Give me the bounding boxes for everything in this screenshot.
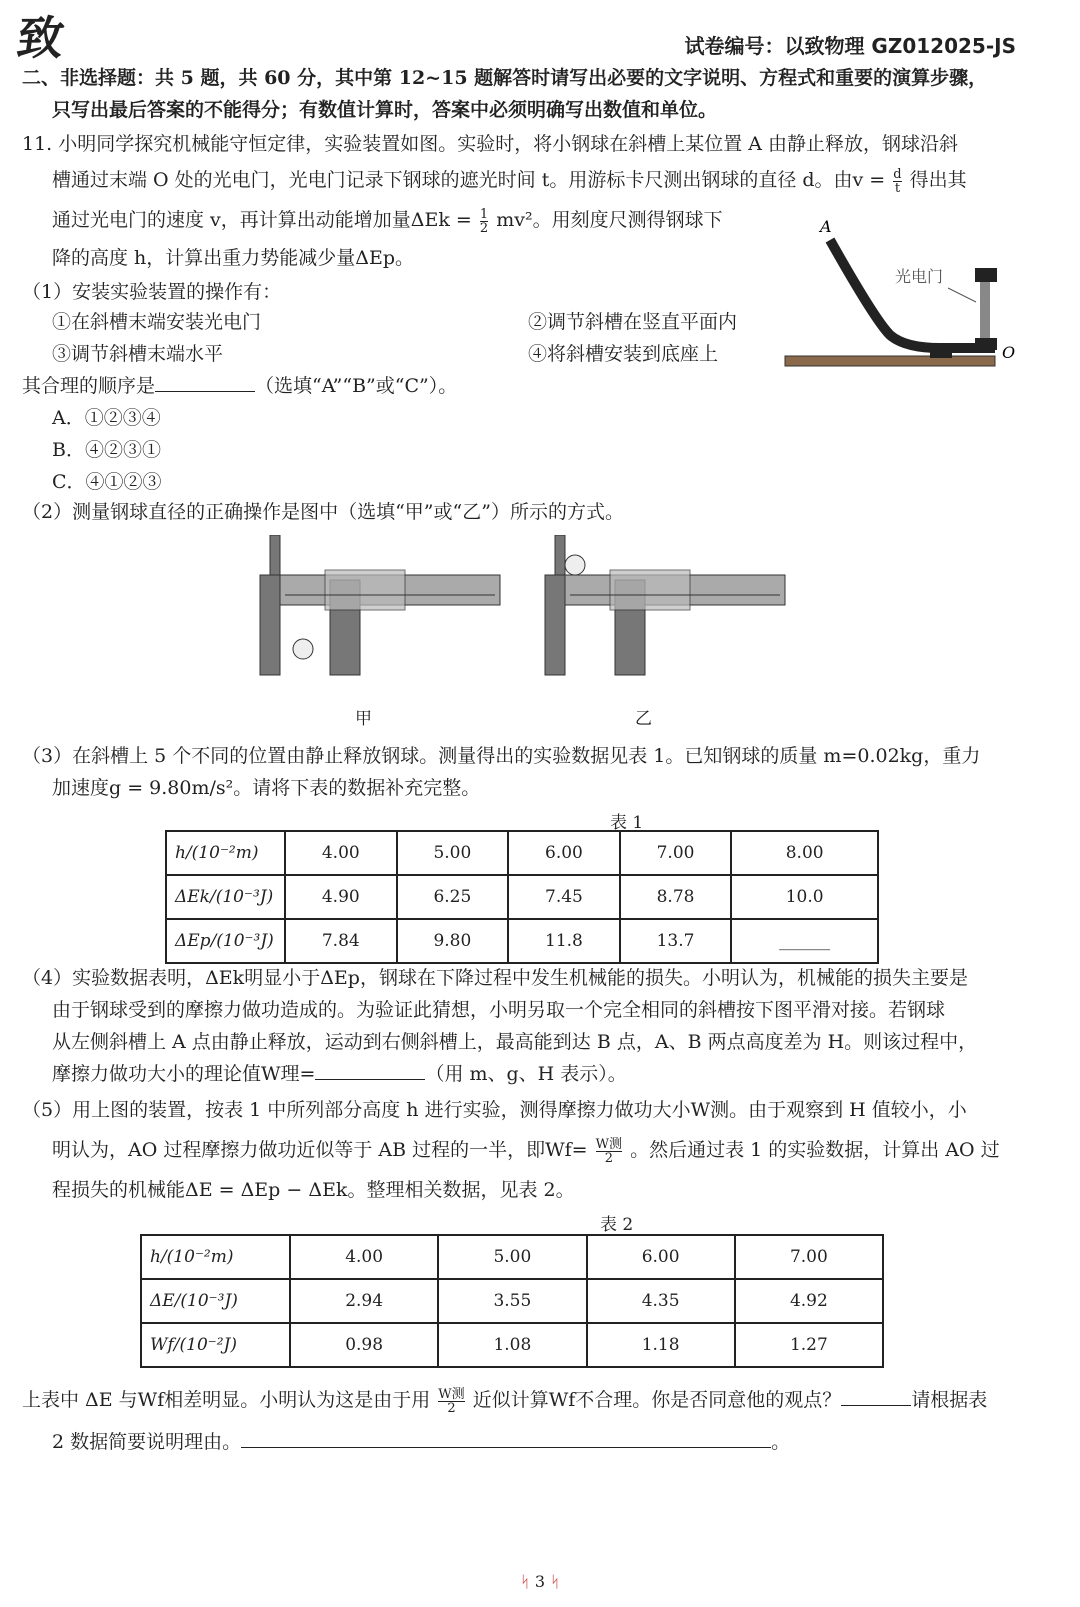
row-header: ΔEp/(10⁻³J)	[166, 919, 285, 963]
cell: 4.00	[290, 1235, 438, 1279]
exam-code: 试卷编号：以致物理 GZ012025-JS	[684, 34, 1016, 58]
cell: 11.8	[508, 919, 620, 963]
table-1	[165, 830, 879, 964]
cell: 4.00	[285, 831, 397, 875]
choice-c: C．④①②③	[52, 471, 162, 493]
fraction-d-over-t	[893, 168, 901, 195]
cell: 0.98	[290, 1323, 438, 1367]
choice-b: B．④②③①	[52, 439, 161, 461]
section-line-2: 只写出最后答案的不能得分；有数值计算时，答案中必须明确写出数值和单位。	[52, 99, 718, 121]
gate-head	[975, 268, 997, 282]
row-header: h/(10⁻²m)	[141, 1235, 290, 1279]
p4-line-4	[52, 1058, 627, 1090]
answer-blank[interactable]	[841, 1405, 911, 1406]
frac-num: 1	[479, 206, 489, 222]
cell: 13.7	[620, 919, 732, 963]
end-text-d: 2 数据简要说明理由。	[52, 1431, 242, 1453]
frac-den: t	[894, 180, 901, 196]
cell: 8.00	[731, 831, 878, 875]
frac-num: W测	[438, 1386, 465, 1402]
p1-title: （1）安装实验装置的操作有：	[22, 281, 282, 303]
p4-hint: （用 m、g、H 表示）。	[425, 1063, 627, 1085]
op-1: ①在斜槽末端安装光电门	[52, 311, 262, 333]
p4-line-3: 从左侧斜槽上 A 点由静止释放，运动到右侧斜槽上，最高能到达 B 点，A、B 两点高度差为 H。则该过程中，	[52, 1031, 978, 1053]
op-3: ③调节斜槽末端水平	[52, 343, 224, 365]
frac-num: d	[893, 166, 902, 182]
p5-line-3: 程损失的机械能ΔE = ΔEp − ΔEk。整理相关数据，见表 2。	[52, 1179, 575, 1201]
end-text-b: 近似计算Wf不合理。你是否同意他的观点？	[472, 1389, 842, 1411]
end-line-2	[52, 1426, 790, 1458]
cell: 4.92	[735, 1279, 883, 1323]
p5-text-b: 。然后通过表 1 的实验数据，计算出 AO 过	[630, 1139, 1000, 1161]
cell: 7.00	[735, 1235, 883, 1279]
p5-text-a: 明认为，AO 过程摩擦力做功近似等于 AB 过程的一半，即Wf=	[52, 1139, 588, 1161]
answer-blank[interactable]	[155, 391, 255, 392]
p5-line-2	[52, 1134, 1000, 1166]
q11-line-2b: 得出其	[909, 169, 967, 191]
table2-caption: 表 2	[600, 1215, 634, 1235]
answer-blank[interactable]	[241, 1447, 771, 1448]
point-a-label: A	[820, 217, 832, 236]
p2-text: （2）测量钢球直径的正确操作是图中（选填“甲”或“乙”）所示的方式。	[22, 501, 624, 523]
page-number-text: 3	[534, 1572, 546, 1591]
frac-den: 2	[438, 1401, 464, 1415]
op-2: ②调节斜槽在竖直平面内	[528, 311, 738, 333]
page-number: ᛋ 3 ᛋ	[520, 1572, 560, 1591]
q11-line-3a: 通过光电门的速度 v，再计算出动能增加量ΔEk =	[52, 209, 472, 231]
cell: 5.00	[438, 1235, 586, 1279]
cell: 8.78	[620, 875, 732, 919]
fraction-half	[480, 208, 488, 235]
end-text-c: 请根据表	[911, 1389, 988, 1411]
q11-line-3b: mv²。用刻度尺测得钢球下	[496, 209, 723, 231]
fraction-w-over-2	[438, 1388, 464, 1415]
order-line	[22, 370, 457, 402]
logo: 致	[13, 11, 66, 65]
cell: 5.00	[397, 831, 509, 875]
base-board	[785, 356, 995, 366]
cell: 6.00	[508, 831, 620, 875]
q11-line-3	[52, 204, 723, 236]
cell: 7.00	[620, 831, 732, 875]
cell: 4.35	[587, 1279, 735, 1323]
p4-line-2: 由于钢球受到的摩擦力做功造成的。为验证此猜想，小明另取一个完全相同的斜槽按下图平滑对接。若钢球	[52, 999, 946, 1021]
cell: 3.55	[438, 1279, 586, 1323]
order-hint: （选填“A”“B”或“C”）。	[255, 375, 458, 397]
incline-track	[830, 240, 995, 348]
track-support	[930, 350, 952, 358]
cell: 6.00	[587, 1235, 735, 1279]
p4-text: 摩擦力做功大小的理论值W理=	[52, 1063, 316, 1085]
cell: 6.25	[397, 875, 509, 919]
table-2	[140, 1234, 884, 1368]
cell: 10.0	[731, 875, 878, 919]
row-header: Wf/(10⁻²J)	[141, 1323, 290, 1367]
p3-line-1: （3）在斜槽上 5 个不同的位置由静止释放钢球。测量得出的实验数据见表 1。已知钢球的质量 m=0.02kg，重力	[22, 745, 981, 767]
gate-label: 光电门	[895, 267, 944, 286]
table-row	[141, 1279, 883, 1323]
fig-jia-label: 甲	[355, 709, 372, 729]
p4-line-1: （4）实验数据表明，ΔEk明显小于ΔEp，钢球在下降过程中发生机械能的损失。小明认为，机械能的损失主要是	[22, 967, 968, 989]
cell: 1.27	[735, 1323, 883, 1367]
table-row	[166, 919, 878, 963]
caliper-jia	[260, 535, 500, 675]
order-text: 其合理的顺序是	[22, 375, 156, 397]
calipers-figure	[255, 535, 815, 705]
frac-num: W测	[595, 1136, 623, 1152]
fraction-w-over-2	[596, 1138, 622, 1165]
frac-den: 2	[596, 1151, 622, 1165]
frac-den: 2	[479, 220, 489, 236]
cell: 2.94	[290, 1279, 438, 1323]
cell: 9.80	[397, 919, 509, 963]
section-line-1: 二、非选择题：共 5 题，共 60 分，其中第 12~15 题解答时请写出必要的文字说明、方程式和重要的演算步骤，	[22, 67, 988, 89]
answer-blank[interactable]	[315, 1079, 425, 1080]
cell: 7.84	[285, 919, 397, 963]
row-header: h/(10⁻²m)	[166, 831, 285, 875]
q11-line-4: 降的高度 h，计算出重力势能减少量ΔEp。	[52, 247, 415, 269]
table-row	[166, 831, 878, 875]
cell: 7.45	[508, 875, 620, 919]
gate-leader	[948, 288, 976, 302]
fig-yi-label: 乙	[635, 709, 652, 729]
p3-line-2: 加速度g = 9.80m/s²。请将下表的数据补充完整。	[52, 777, 481, 799]
cell: 1.08	[438, 1323, 586, 1367]
p5-line-1: （5）用上图的装置，按表 1 中所列部分高度 h 进行实验，测得摩擦力做功大小W测。由于观察到 H 值较小，小	[22, 1099, 967, 1121]
op-4: ④将斜槽安装到底座上	[528, 343, 719, 365]
cell: 1.18	[587, 1323, 735, 1367]
answer-blank-cell[interactable]: ______	[731, 919, 878, 963]
end-line-1	[22, 1384, 987, 1416]
end-text-e: 。	[771, 1431, 791, 1453]
end-text-a: 上表中 ΔE 与Wf相差明显。小明认为这是由于用	[22, 1389, 431, 1411]
q11-line-2	[52, 164, 967, 196]
apparatus-diagram	[780, 210, 1040, 380]
row-header: ΔE/(10⁻³J)	[141, 1279, 290, 1323]
q11-line-1: 11. 小明同学探究机械能守恒定律，实验装置如图。实验时，将小钢球在斜槽上某位置 A 由静止释放，钢球沿斜	[22, 133, 959, 155]
table1-caption: 表 1	[610, 813, 644, 833]
caliper-yi	[545, 535, 785, 675]
point-o-label: O	[1002, 343, 1016, 362]
choice-a: A．①②③④	[52, 407, 161, 429]
row-header: ΔEk/(10⁻³J)	[166, 875, 285, 919]
table-row	[141, 1323, 883, 1367]
q11-line-2a: 槽通过末端 O 处的光电门，光电门记录下钢球的遮光时间 t。用游标卡尺测出钢球的直径 d。由v =	[52, 169, 886, 191]
table-row	[166, 875, 878, 919]
table-row	[141, 1235, 883, 1279]
gate-sensor	[975, 338, 997, 350]
cell: 4.90	[285, 875, 397, 919]
